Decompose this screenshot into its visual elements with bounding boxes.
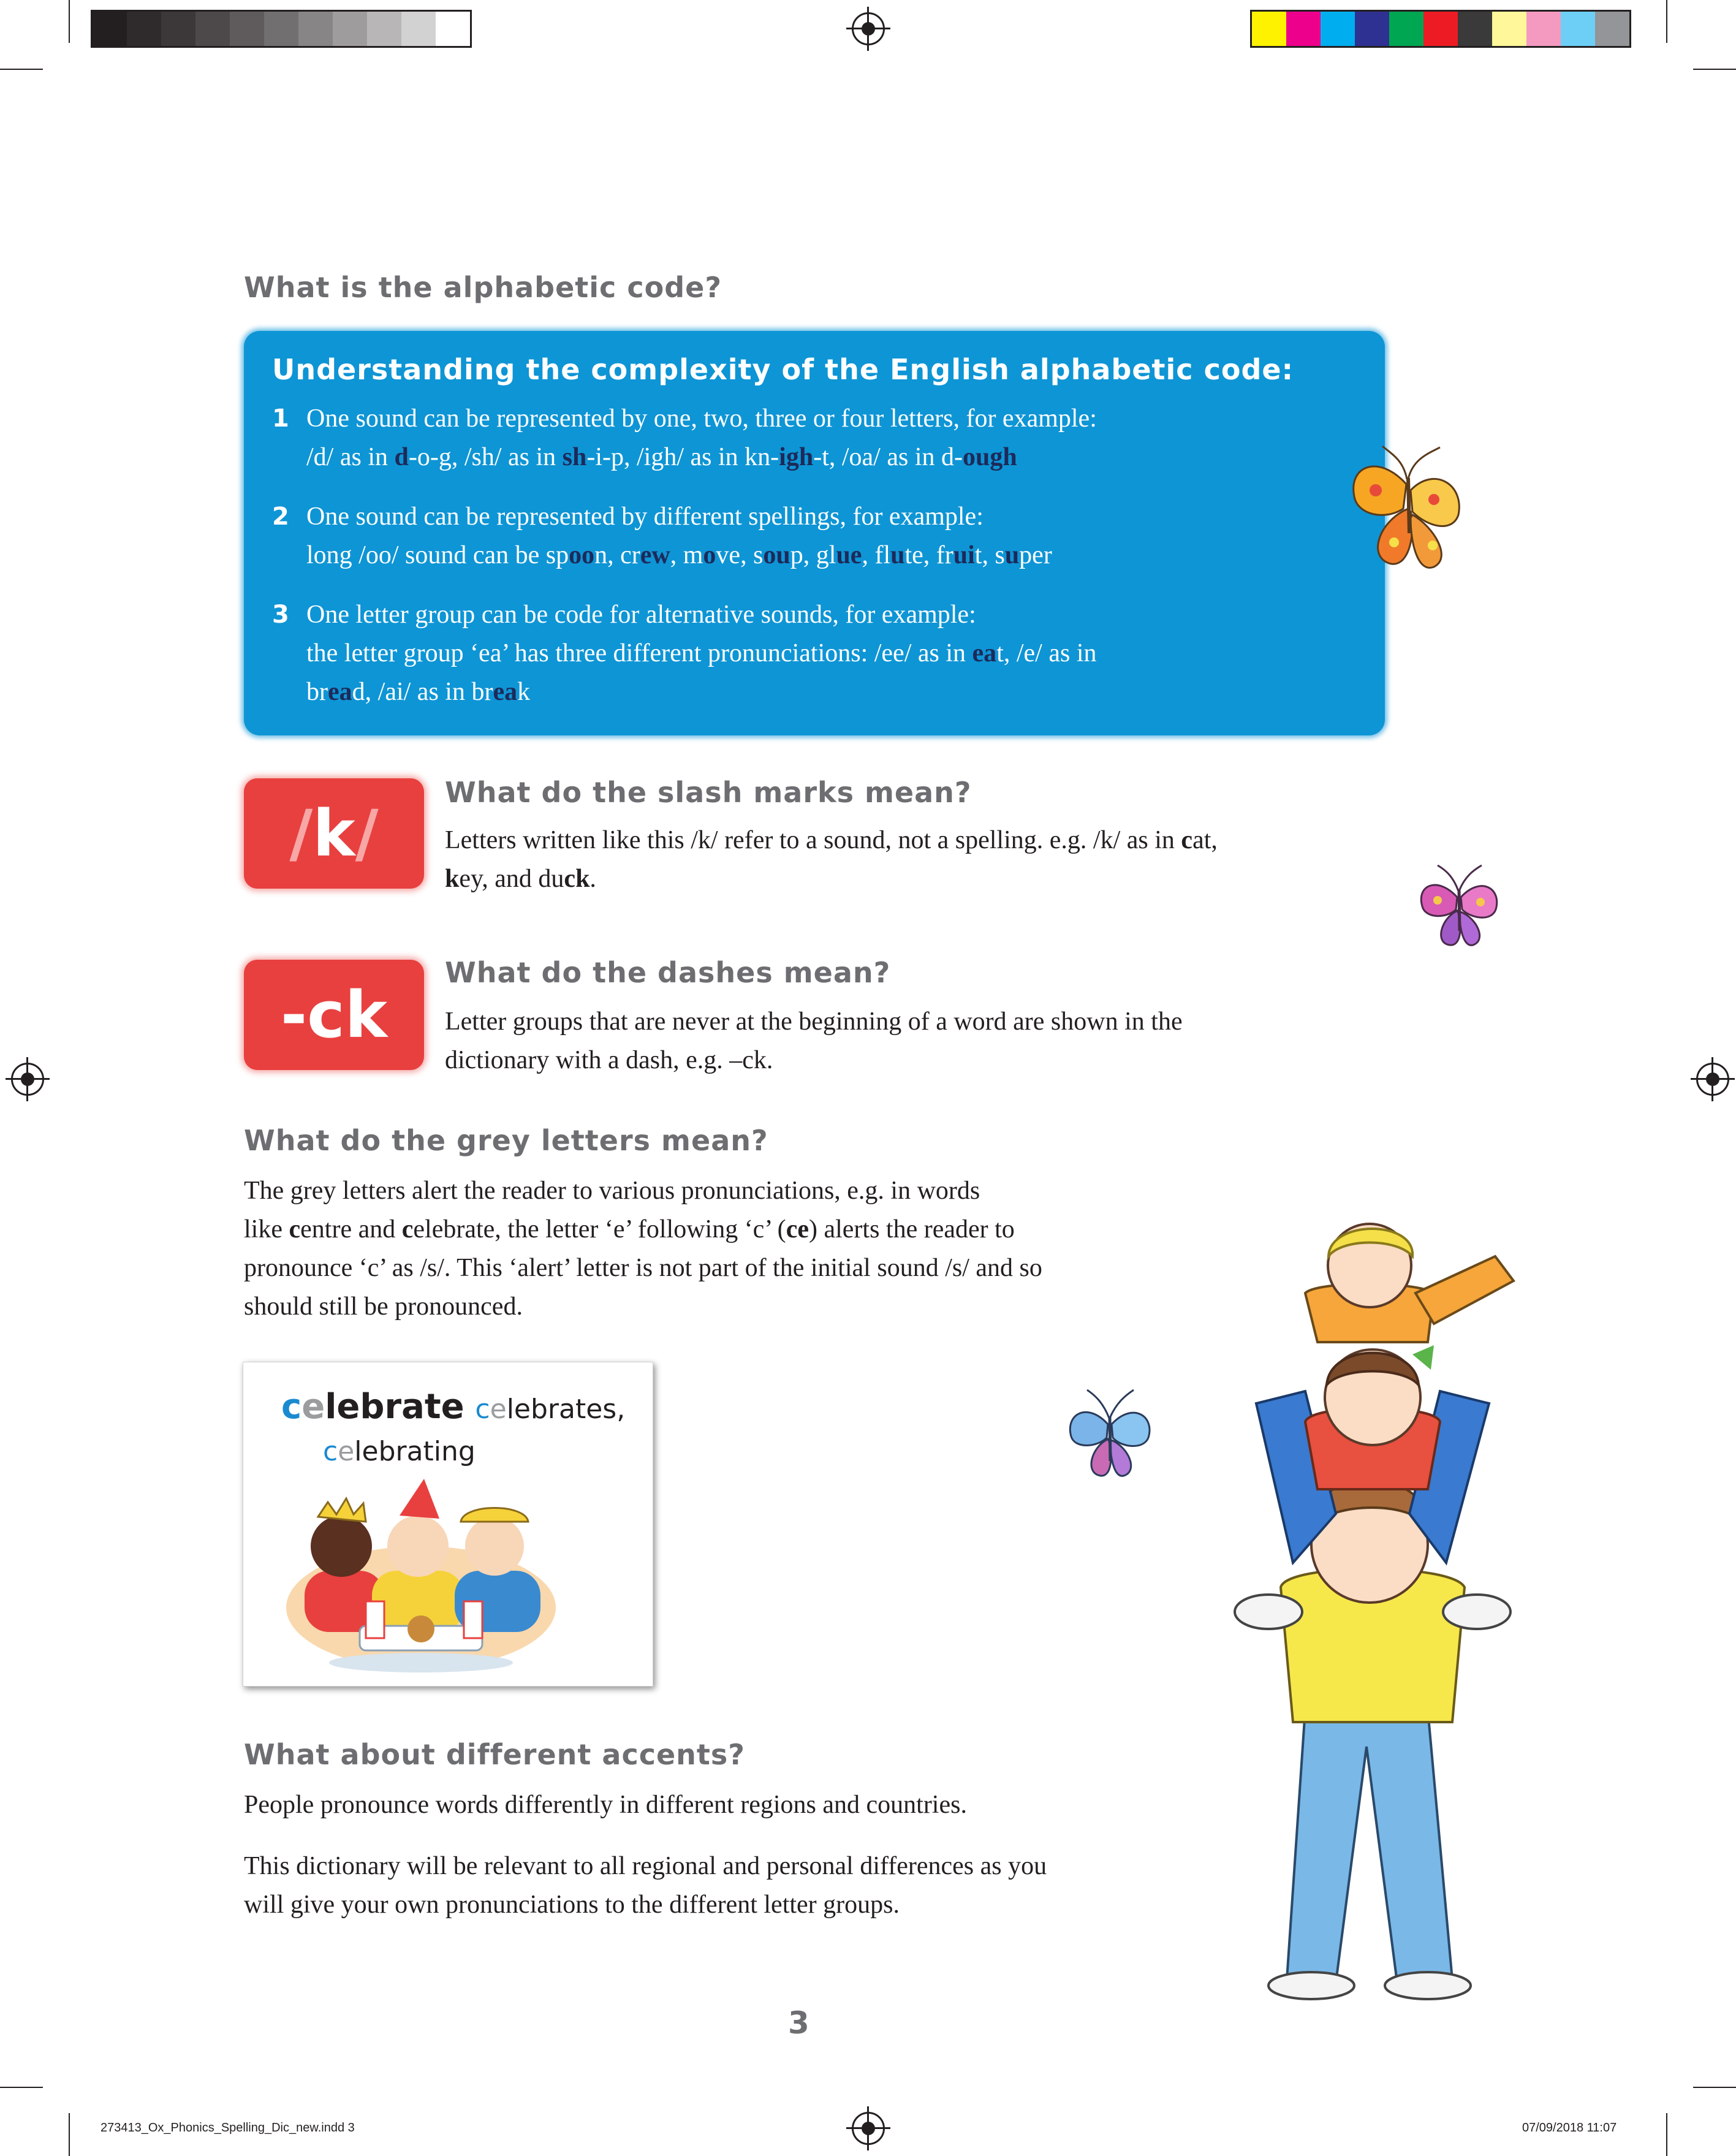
crop-mark — [69, 0, 70, 43]
dashes-heading: What do the dashes mean? — [445, 956, 891, 989]
party-children-illustration — [280, 1479, 562, 1675]
alphabetic-code-panel — [244, 331, 1385, 735]
crop-mark — [69, 2113, 70, 2156]
crop-mark — [1666, 0, 1667, 43]
item-number: 1 — [272, 404, 289, 433]
registration-mark-bottom — [852, 2112, 885, 2145]
page-number: 3 — [788, 2005, 809, 2041]
accents-para-2: This dictionary will be relevant to all regional and personal differences as you will give your own pronunciations to the different letter groups. — [244, 1852, 1047, 1919]
item-line: the letter group ‘ea’ has three different pronunciations: /ee/ as in eat, /e/ as in — [306, 639, 1097, 667]
crop-mark — [1693, 69, 1736, 70]
grey-letters-heading: What do the grey letters mean? — [244, 1124, 768, 1157]
greyscale-color-bar — [91, 10, 472, 48]
item-number: 2 — [272, 503, 289, 531]
panel-item-3 — [272, 596, 1373, 712]
registration-mark-right — [1696, 1063, 1729, 1096]
item-line: One letter group can be code for alternative sounds, for example: — [306, 601, 976, 629]
accents-para-1: People pronounce words differently in different regions and countries. — [244, 1791, 967, 1819]
entry-forms: celebrating — [323, 1436, 476, 1467]
file-slug: 273413_Ox_Phonics_Spelling_Dic_new.indd 3 — [100, 2121, 355, 2135]
panel-item-2 — [272, 498, 1373, 575]
butterfly-illustration-orange — [1342, 441, 1471, 576]
item-line: /d/ as in d-o-g, /sh/ as in sh-i-p, /igh/ as in kn-igh-t, /oa/ as in d-ough — [306, 443, 1017, 471]
butterfly-illustration-pink — [1413, 860, 1505, 952]
crop-mark — [1666, 2113, 1667, 2156]
item-line: One sound can be represented by one, two, three or four letters, for example: — [306, 404, 1097, 433]
registration-mark-top — [852, 12, 885, 45]
crop-mark — [0, 69, 43, 70]
dashes-text: Letter groups that are never at the beginning of a word are shown in the dictionary with a dash, e.g. –ck. — [445, 1008, 1183, 1074]
registration-mark-left — [11, 1063, 44, 1096]
dictionary-entry-card — [243, 1362, 653, 1687]
item-line: bread, /ai/ as in break — [306, 678, 531, 706]
entry-headword: celebrate celebrates, — [281, 1387, 626, 1427]
butterfly-illustration-blue — [1060, 1386, 1158, 1484]
accents-heading: What about different accents? — [244, 1738, 745, 1771]
item-line: long /oo/ sound can be spoon, crew, move, soup, glue, flute, fruit, super — [306, 541, 1052, 569]
crop-mark — [1693, 2087, 1736, 2088]
process-color-bar — [1250, 10, 1631, 48]
children-stack-illustration — [1232, 1220, 1538, 2016]
panel-item-1 — [272, 400, 1373, 477]
crop-mark — [0, 2087, 43, 2088]
panel-title: Understanding the complexity of the English alphabetic code: — [272, 353, 1294, 386]
date-slug: 07/09/2018 11:07 — [1522, 2121, 1617, 2135]
dash-ck-badge: -ck — [244, 960, 424, 1070]
slash-marks-text: Letters written like this /k/ refer to a sound, not a spelling. e.g. /k/ as in cat, key, and duck. — [445, 826, 1218, 893]
item-line: One sound can be represented by different spellings, for example: — [306, 503, 984, 531]
section-title: What is the alphabetic code? — [244, 271, 722, 304]
slash-marks-heading: What do the slash marks mean? — [445, 776, 972, 809]
slash-k-badge: / k / — [244, 778, 424, 889]
item-number: 3 — [272, 601, 289, 629]
grey-letters-text: The grey letters alert the reader to various pronunciations, e.g. in words like centre and celebrate, the letter ‘e’ following ‘c’ (ce) alerts the reader to pronounce ‘c’ as /s/. This ‘alert’ letter is not part of the initial sound /s/ and so should still be pronounced. — [244, 1177, 1042, 1321]
